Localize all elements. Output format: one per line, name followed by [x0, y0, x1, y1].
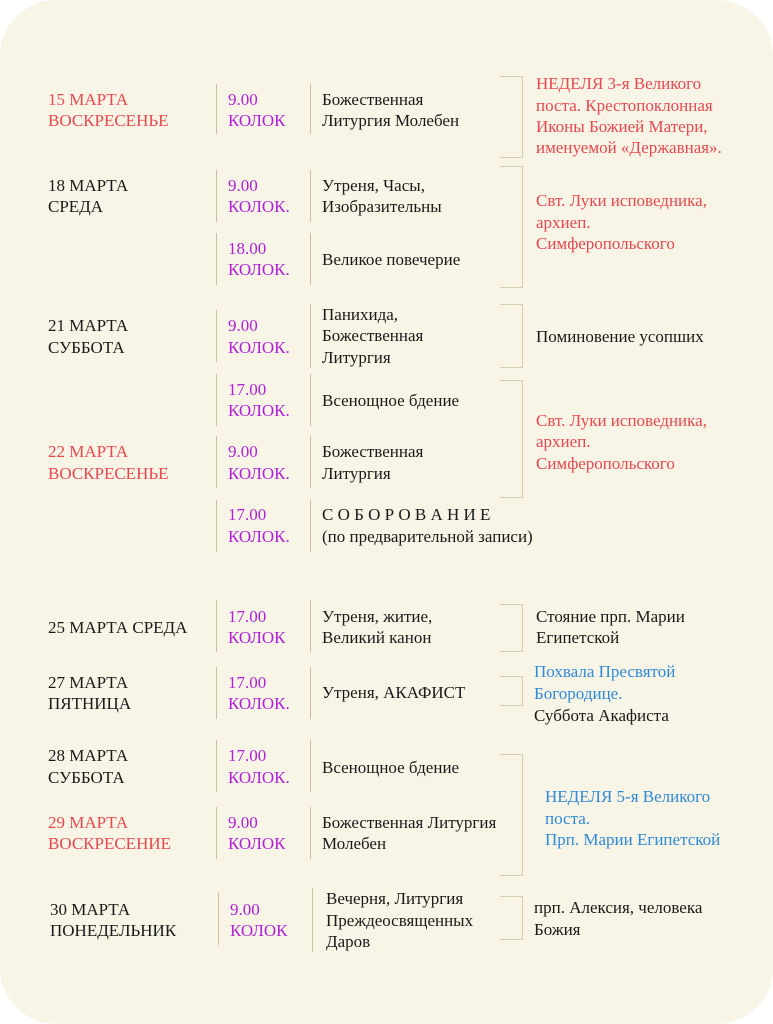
- note-line1: НЕДЕЛЯ 3-я Великого: [536, 74, 702, 93]
- divider: [216, 310, 217, 362]
- bell-label: КОЛОК.: [228, 694, 290, 713]
- service-line2: (по предварительной записи): [322, 527, 533, 546]
- date-line2: ПЯТНИЦА: [48, 694, 132, 713]
- note-line3: Иконы Божией Матери,: [536, 117, 708, 136]
- service-line1: Панихида,: [322, 305, 399, 324]
- date-line1: 28 МАРТА: [48, 746, 129, 765]
- note-bracket: [500, 896, 523, 940]
- time: 17.00: [228, 505, 267, 524]
- divider: [216, 740, 217, 792]
- note-line1: Свт. Луки исповедника,: [536, 191, 707, 210]
- service-line2: Молебен: [322, 834, 387, 853]
- divider: [310, 807, 311, 859]
- note-line2: Богородице.: [534, 684, 623, 703]
- date-line1: 22 МАРТА: [48, 442, 129, 461]
- bell-label: КОЛОК.: [228, 401, 290, 420]
- bell-label: КОЛОК.: [228, 338, 290, 357]
- date-line1: 18 МАРТА: [48, 176, 129, 195]
- note-line2: Божия: [534, 920, 581, 939]
- divider: [218, 893, 219, 945]
- service-line2: Великий канон: [322, 628, 432, 647]
- service-line2: Изобразительны: [322, 197, 442, 216]
- service-line1: Божественная Литургия: [322, 813, 497, 832]
- date-line2: ВОСКРЕСЕНЬЕ: [48, 464, 169, 483]
- bell-label: КОЛОК: [228, 628, 286, 647]
- date-line2: СУББОТА: [48, 338, 125, 357]
- service-line1: Всенощное бдение: [322, 758, 460, 777]
- bell-label: КОЛОК.: [228, 527, 290, 546]
- note-line1: НЕДЕЛЯ 5-я Великого: [545, 787, 711, 806]
- note-line1: Свт. Луки исповедника,: [536, 411, 707, 430]
- time: 9.00: [228, 813, 258, 832]
- divider: [216, 233, 217, 285]
- time: 9.00: [230, 900, 260, 919]
- service-line3: Даров: [326, 932, 371, 951]
- divider: [310, 740, 311, 792]
- divider: [310, 374, 311, 426]
- time: 17.00: [228, 380, 267, 399]
- divider: [216, 807, 217, 859]
- time: 17.00: [228, 607, 267, 626]
- date-line2: СУББОТА: [48, 768, 125, 787]
- time: 18.00: [228, 239, 267, 258]
- divider: [216, 374, 217, 426]
- bell-label: КОЛОК: [230, 921, 288, 940]
- note-bracket: [500, 166, 523, 288]
- service-line2: Преждеосвященных: [326, 911, 474, 930]
- bell-label: КОЛОК: [228, 834, 286, 853]
- note-line3: Симферопольского: [536, 234, 675, 253]
- divider: [310, 304, 311, 368]
- divider: [310, 84, 311, 134]
- time: 17.00: [228, 746, 267, 765]
- date-line1: 30 МАРТА: [50, 900, 131, 919]
- time: 9.00: [228, 176, 258, 195]
- time: 9.00: [228, 90, 258, 109]
- service-line1: Утреня, житие,: [322, 607, 433, 626]
- note-line1: прп. Алексия, человека: [534, 898, 703, 917]
- bell-label: КОЛОК.: [228, 260, 290, 279]
- divider: [310, 600, 311, 652]
- note-bracket: [500, 380, 523, 498]
- note-line2: поста. Крестопоклонная: [536, 96, 713, 115]
- divider: [312, 888, 313, 952]
- note-bracket: [500, 604, 523, 652]
- service-line1: Вечерня, Литургия: [326, 889, 464, 908]
- divider: [310, 667, 311, 719]
- note-line2: Египетской: [536, 628, 620, 647]
- bell-label: КОЛОК: [228, 111, 286, 130]
- note-line2: архиеп.: [536, 213, 591, 232]
- note-line3: Симферопольского: [536, 454, 675, 473]
- divider: [216, 170, 217, 222]
- note-bracket: [500, 676, 523, 706]
- date-line2: СРЕДА: [48, 197, 104, 216]
- date-line1: 21 МАРТА: [48, 316, 129, 335]
- date-line1: 15 МАРТА: [48, 90, 129, 109]
- service-line1: Божественная: [322, 90, 424, 109]
- service-line1: Утреня, Часы,: [322, 176, 425, 195]
- time: 17.00: [228, 673, 267, 692]
- note-line1: Похвала Пресвятой: [534, 662, 676, 681]
- note-line3: Суббота Акафиста: [534, 706, 669, 725]
- service-line1: С О Б О Р О В А Н И Е: [322, 505, 491, 524]
- note-line3: Прп. Марии Египетской: [545, 830, 721, 849]
- divider: [216, 600, 217, 652]
- note-line4: именуемой «Державная».: [536, 138, 722, 157]
- bell-label: КОЛОК.: [228, 768, 290, 787]
- note-bracket: [500, 304, 523, 368]
- service-line1: Великое повечерие: [322, 250, 461, 269]
- service-line1: Всенощное бдение: [322, 391, 460, 410]
- time: 9.00: [228, 442, 258, 461]
- date-line2: ВОСКРЕСЕНИЕ: [48, 834, 172, 853]
- service-line2: Божественная: [322, 326, 424, 345]
- note-line2: архиеп.: [536, 432, 591, 451]
- divider: [216, 84, 217, 134]
- date-line1: 29 МАРТА: [48, 813, 129, 832]
- bell-label: КОЛОК.: [228, 197, 290, 216]
- divider: [216, 667, 217, 719]
- service-line2: Литургия Молебен: [322, 111, 460, 130]
- note-line1: Стояние прп. Марии: [536, 607, 685, 626]
- note-line2: поста.: [545, 809, 590, 828]
- bell-label: КОЛОК.: [228, 464, 290, 483]
- note-bracket: [500, 76, 523, 158]
- time: 9.00: [228, 316, 258, 335]
- date-line1: 27 МАРТА: [48, 673, 129, 692]
- service-line1: Утреня, АКАФИСТ: [322, 683, 466, 702]
- date-line2: ВОСКРЕСЕНЬЕ: [48, 111, 169, 130]
- service-line1: Божественная: [322, 442, 424, 461]
- divider: [310, 233, 311, 285]
- note-bracket: [500, 754, 523, 876]
- divider: [216, 436, 217, 488]
- divider: [310, 170, 311, 222]
- note-line1: Поминовение усопших: [536, 327, 704, 346]
- service-line2: Литургия: [322, 464, 391, 483]
- divider: [216, 500, 217, 552]
- date-line1: 25 МАРТА СРЕДА: [48, 618, 188, 637]
- divider: [310, 500, 311, 552]
- date-line2: ПОНЕДЕЛЬНИК: [50, 921, 177, 940]
- service-line3: Литургия: [322, 348, 391, 367]
- divider: [310, 436, 311, 488]
